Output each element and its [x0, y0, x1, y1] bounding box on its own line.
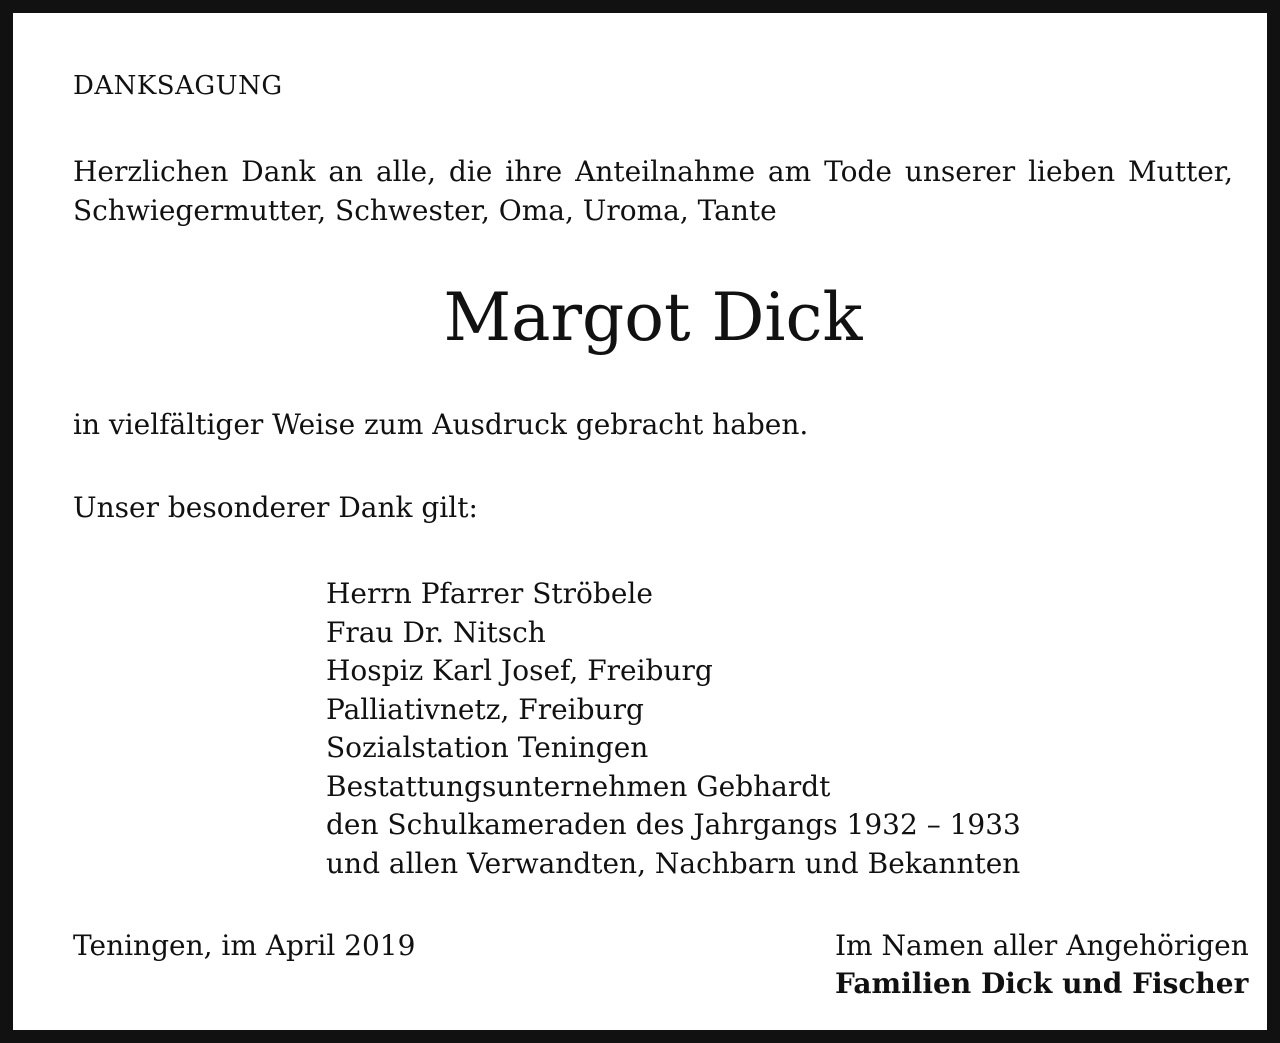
thanks-item: und allen Verwandten, Nachbarn und Bekannten: [326, 846, 1021, 880]
thanks-item: den Schulkameraden des Jahrgangs 1932 – 1933: [326, 808, 1021, 841]
thanks-item: Hospiz Karl Josef, Freiburg: [326, 654, 713, 687]
thanks-item: Palliativnetz, Freiburg: [326, 692, 644, 726]
intro-line-1: Herzlichen Dank an alle, die ihre Anteilnahme am Tode unserer lieben Mutter,: [73, 155, 1233, 188]
signature-line: Im Namen aller Angehörigen: [835, 929, 1249, 962]
intro-line-2: Schwiegermutter, Schwester, Oma, Uroma, Tante: [73, 194, 777, 227]
after-name-text: in vielfältiger Weise zum Ausdruck gebracht haben.: [73, 408, 809, 441]
thanks-item: Sozialstation Teningen: [326, 731, 649, 764]
intro-text: [73, 152, 1233, 230]
thanks-item: Frau Dr. Nitsch: [326, 615, 546, 649]
thanks-item: Bestattungsunternehmen Gebhardt: [326, 769, 831, 803]
place-date: Teningen, im April 2019: [73, 929, 416, 962]
special-thanks-title: Unser besonderer Dank gilt:: [73, 491, 478, 524]
deceased-name: Margot Dick: [443, 279, 863, 356]
thanks-item: Herrn Pfarrer Ströbele: [326, 577, 653, 610]
special-thanks-list: [326, 575, 1021, 883]
notice-heading: DANKSAGUNG: [73, 71, 283, 101]
signature-families: Familien Dick und Fischer: [835, 967, 1249, 1000]
